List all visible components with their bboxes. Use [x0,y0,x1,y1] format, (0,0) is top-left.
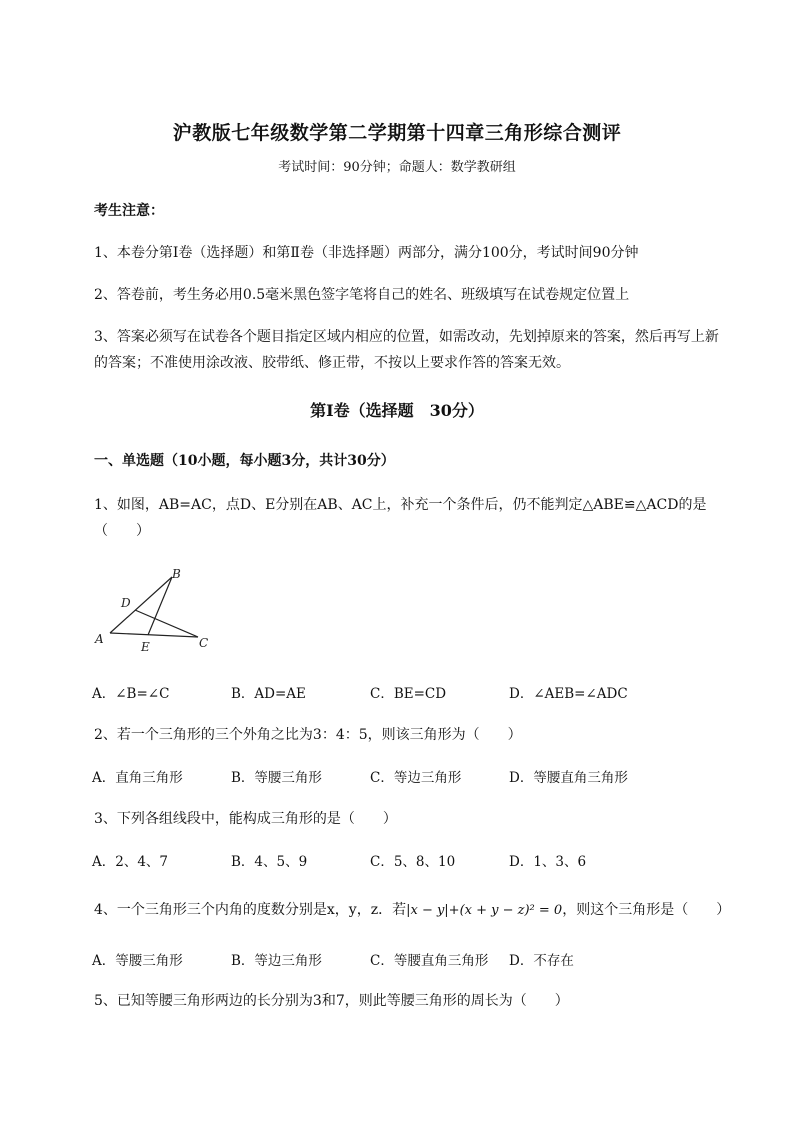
q1-option-d: D．∠AEB=∠ADC [509,686,628,702]
question-1-stem: 1、如图，AB=AC，点D、E分别在AB、AC上，补充一个条件后，仍不能判定△ABE≌△ACD的是 [94,497,707,513]
label-d: D [121,596,131,610]
question-4-formula: |x − y|+(x + y − z)² = 0 [406,903,563,918]
q2-option-a: A．直角三角形 [92,770,183,786]
part-title: 一、单选题（10小题，每小题3分，共计30分） [94,453,395,469]
q1-option-c: C．BE=CD [370,686,447,702]
segment-dc [135,610,198,637]
segment-ac [110,633,198,637]
q4-option-d: D．不存在 [509,953,574,969]
question-5-stem: 5、已知等腰三角形两边的长分别为3和7，则此等腰三角形的周长为（ ） [94,993,569,1009]
label-c: C [199,636,209,650]
question-3-stem: 3、下列各组线段中，能构成三角形的是（ ） [94,811,397,827]
section-title: 第I卷（选择题 30分） [310,401,484,420]
notice-item-2: 2、答卷前，考生务必用0.5毫米黑色签字笔将自己的姓名、班级填写在试卷规定位置上 [94,287,630,303]
page-title: 沪教版七年级数学第二学期第十四章三角形综合测评 [172,122,622,144]
q3-option-b: B．4、5、9 [231,854,308,870]
segment-ab [110,577,172,633]
question-1-stem-cont: （ ） [94,523,150,539]
notice-item-1: 1、本卷分第I卷（选择题）和第Ⅱ卷（非选择题）两部分，满分100分，考试时间90分钟 [94,245,639,261]
notice-heading: 考生注意： [94,203,164,219]
triangle-figure [90,565,220,655]
notice-item-3-cont: 的答案；不准使用涂改液、胶带纸、修正带，不按以上要求作答的答案无效。 [94,355,570,371]
q3-option-c: C．5、8、10 [370,854,456,870]
q4-option-c: C．等腰直角三角形 [370,953,489,969]
q1-option-a: A．∠B=∠C [92,686,170,702]
q3-option-d: D．1、3、6 [509,854,587,870]
exam-info: 考试时间：90分钟；命题人：数学教研组 [278,160,516,175]
label-e: E [141,640,150,654]
q2-option-c: C．等边三角形 [370,770,462,786]
q3-option-a: A．2、4、7 [92,854,169,870]
q2-option-d: D．等腰直角三角形 [509,770,628,786]
question-2-stem: 2、若一个三角形的三个外角之比为3：4：5，则该三角形为（ ） [94,727,522,743]
question-4-stem [94,899,730,919]
q1-option-b: B．AD=AE [231,686,306,702]
q4-option-b: B．等边三角形 [231,953,322,969]
question-4-stem-part1: 4、一个三角形三个内角的度数分别是x，y，z．若 [94,902,407,918]
segment-be [148,577,172,635]
q2-option-b: B．等腰三角形 [231,770,322,786]
label-b: B [172,567,181,581]
notice-item-3: 3、答案必须写在试卷各个题目指定区域内相应的位置，如需改动，先划掉原来的答案，然后再写上新 [94,329,719,345]
label-a: A [95,632,104,646]
question-4-stem-part2: ，则这个三角形是（ ） [562,902,731,918]
q4-option-a: A．等腰三角形 [92,953,183,969]
